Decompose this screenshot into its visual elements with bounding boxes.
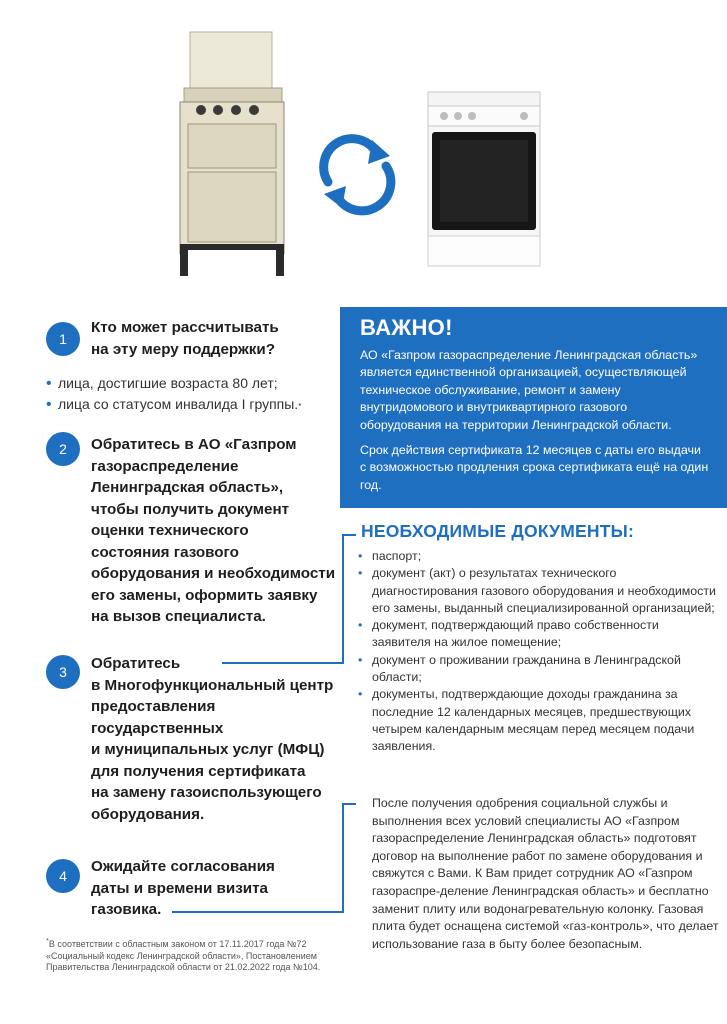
old-stove-image (180, 32, 284, 276)
connector-line-top-h (342, 534, 356, 536)
list-item: • паспорт; (358, 549, 422, 563)
stove-replacement-illustration (0, 0, 727, 300)
certificate-validity-text: Срок действия сертификата 12 месяцев с даты его выдачи с возможностью продления срока сертификата ещё на один год. (360, 443, 709, 492)
step-2-badge: 2 (46, 432, 80, 466)
connector-line-bottom-h (342, 803, 356, 805)
eligibility-list (46, 373, 301, 417)
documents-list (358, 548, 718, 756)
step-2-title: Обратитесь в АО «Газпром газораспределение Ленинградская область», чтобы получить документ оценки технического состояния газового оборудования и необходимости его замены, оформить заявку на вызов специалиста. (91, 436, 336, 625)
documents-title: НЕОБХОДИМЫЕ ДОКУМЕНТЫ: (361, 521, 634, 541)
connector-line-top (342, 534, 344, 663)
list-item: • документ, подтверждающий право собственности заявителя на жилое помещение; (358, 618, 659, 650)
footnote: *В соответствии с областным законом от 17.11.2017 года №72 «Социальный кодекс Ленинградской области», Постановлением Правительства Ленинградской области от 21.02.2022 года №104. (46, 936, 321, 973)
step-4-badge: 4 (46, 859, 80, 893)
list-item: • лица, достигшие возраста 80 лет; (46, 375, 278, 392)
connector-line-step3 (222, 662, 344, 664)
after-approval-text: После получения одобрения социальной службы и выполнения всех условий специалисты АО «Газпром газораспределение Ленинградская область» подготовят договор на выполнение работ по замене оборудования и свяжутся с Вами. К Вам придет сотрудник АО «Газпром газораспре-деление Ленинградская область» и бесплатно заменит плиту или водонагревательную колонку. Газовая плита будет оснащена системой «газ-контроль», что делает использование газа в быту более безопасным. (372, 796, 719, 951)
step-4-title: Ожидайте согласования даты и времени визита газовика. (91, 858, 275, 918)
list-item: • документы, подтверждающие доходы гражданина за последние 12 календарных месяцев, предшествующих четырем календарным месяцам перед месяцем подачи заявления. (358, 687, 695, 754)
new-stove-image (428, 92, 540, 266)
important-text: АО «Газпром газораспределение Ленинградская область» является единственной организацией, осуществляющей техническое обслуживание, ремонт и замену внутридомового и внутриквартирного газового оборудования на территории Ленинградской области. (360, 348, 698, 432)
important-notice-box (340, 307, 727, 508)
important-title: ВАЖНО! (360, 315, 453, 340)
list-item: • документ (акт) о результатах технического диагностирования газового оборудования и необходимости его замены, выданный специализированной организацией; (358, 566, 716, 615)
list-item: • лица со статусом инвалида I группы. $_*$ (46, 396, 302, 413)
step-1-badge: 1 (46, 322, 80, 356)
step-3-title: Обратитесь в Многофункциональный центр предоставления государственных и муниципальных услуг (МФЦ) для получения сертификата на замену газоиспользующего оборудования. (91, 655, 334, 823)
connector-line-bottom (342, 803, 344, 913)
step-1-title: Кто может рассчитывать на эту меру поддержки? (91, 319, 279, 358)
step-3-badge: 3 (46, 655, 80, 689)
list-item: • документ о проживании гражданина в Ленинградской области; (358, 652, 681, 685)
connector-line-step4 (172, 911, 344, 913)
